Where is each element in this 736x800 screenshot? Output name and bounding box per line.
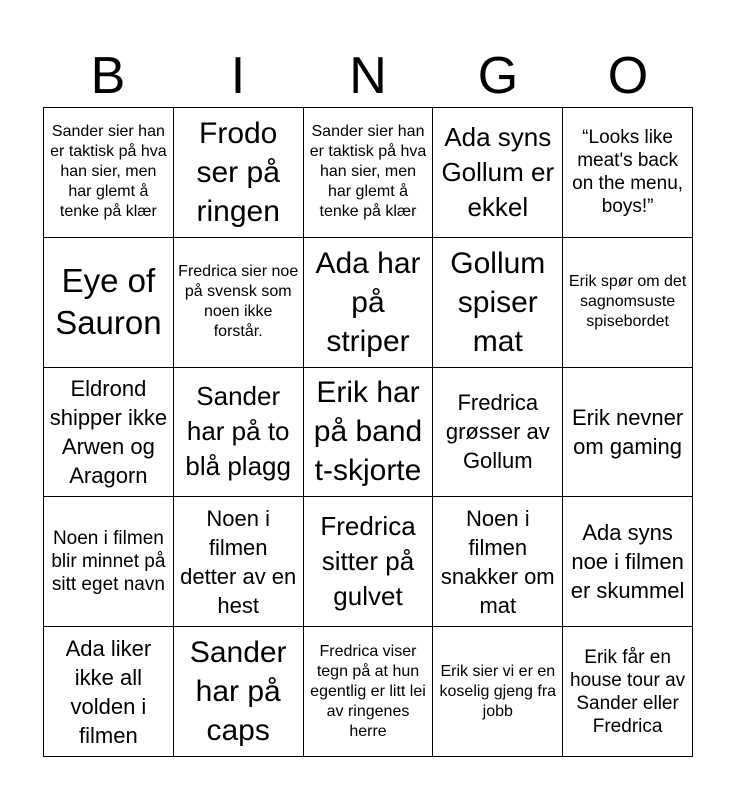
bingo-cell[interactable] (563, 627, 693, 757)
cell-text: Erik nevner om gaming (571, 404, 684, 459)
header-letter-b: B (90, 47, 126, 105)
bingo-cell[interactable] (563, 238, 693, 368)
cell-text: Erik sier vi er en koselig gjeng fra jobb (439, 662, 557, 720)
cell-text: Ada har på striper (315, 246, 421, 358)
bingo-cell[interactable] (563, 497, 693, 627)
bingo-cell[interactable] (433, 368, 563, 498)
header-letter-n: N (349, 47, 387, 105)
cell-text: Noen i filmen snakker om mat (440, 505, 555, 618)
bingo-cell[interactable] (44, 627, 174, 757)
cell-text: Sander sier han er taktisk på hva han sier, men har glemt å tenke på klær (50, 123, 167, 221)
header-letter-g: G (477, 47, 519, 105)
cell-text: Fredrica sier noe på svensk som noen ikke forstår. (178, 263, 299, 341)
cell-text: Eldrond shipper ikke Arwen og Aragorn (49, 375, 168, 488)
bingo-cell[interactable] (44, 238, 174, 368)
bingo-cell[interactable] (433, 497, 563, 627)
bingo-cell[interactable] (563, 108, 693, 238)
cell-text: “Looks like meat's back on the menu, boys!” (572, 127, 684, 218)
bingo-header (43, 46, 693, 106)
bingo-cell[interactable] (304, 497, 434, 627)
bingo-cell[interactable] (174, 497, 304, 627)
cell-text: Eye of Sauron (55, 262, 162, 342)
bingo-cell[interactable] (44, 497, 174, 627)
bingo-cell[interactable] (433, 108, 563, 238)
cell-text: Ada syns Gollum er ekkel (441, 121, 555, 222)
bingo-cell[interactable] (174, 627, 304, 757)
cell-text: Gollum spiser mat (450, 246, 546, 358)
bingo-cell[interactable] (304, 238, 434, 368)
cell-text: Frodo ser på ringen (196, 116, 280, 228)
cell-text: Sander sier han er taktisk på hva han sier, men har glemt å tenke på klær (309, 123, 427, 221)
bingo-cell[interactable] (44, 108, 174, 238)
bingo-cell[interactable] (433, 627, 563, 757)
bingo-cell[interactable] (304, 368, 434, 498)
bingo-grid (43, 107, 693, 757)
header-letter-i: I (230, 47, 246, 105)
cell-text: Ada liker ikke all volden i filmen (65, 635, 152, 748)
cell-text: Fredrica viser tegn på at hun egentlig er litt lei av ringenes herre (310, 642, 426, 740)
cell-text: Fredrica grøsser av Gollum (445, 390, 550, 474)
bingo-cell[interactable] (174, 108, 304, 238)
cell-text: Erik får en house tour av Sander eller Fredrica (570, 646, 686, 737)
bingo-cell[interactable] (174, 368, 304, 498)
cell-text: Fredrica sitter på gulvet (320, 511, 416, 612)
cell-text: Noen i filmen blir minnet på sitt eget navn (51, 528, 166, 596)
bingo-cell[interactable] (563, 368, 693, 498)
bingo-cell[interactable] (44, 368, 174, 498)
bingo-cell[interactable] (304, 108, 434, 238)
bingo-cell[interactable] (304, 627, 434, 757)
cell-text: Erik spør om det sagnomsuste spisebordet (568, 273, 687, 331)
bingo-cell[interactable] (174, 238, 304, 368)
bingo-cell[interactable] (433, 238, 563, 368)
cell-text: Sander har på to blå plagg (185, 381, 291, 482)
cell-text: Erik har på band t-skjorte (313, 376, 423, 488)
header-letter-o: O (607, 47, 649, 105)
cell-text: Sander har på caps (189, 636, 287, 748)
cell-text: Ada syns noe i filmen er skummel (570, 520, 685, 604)
cell-text: Noen i filmen detter av en hest (180, 505, 297, 618)
